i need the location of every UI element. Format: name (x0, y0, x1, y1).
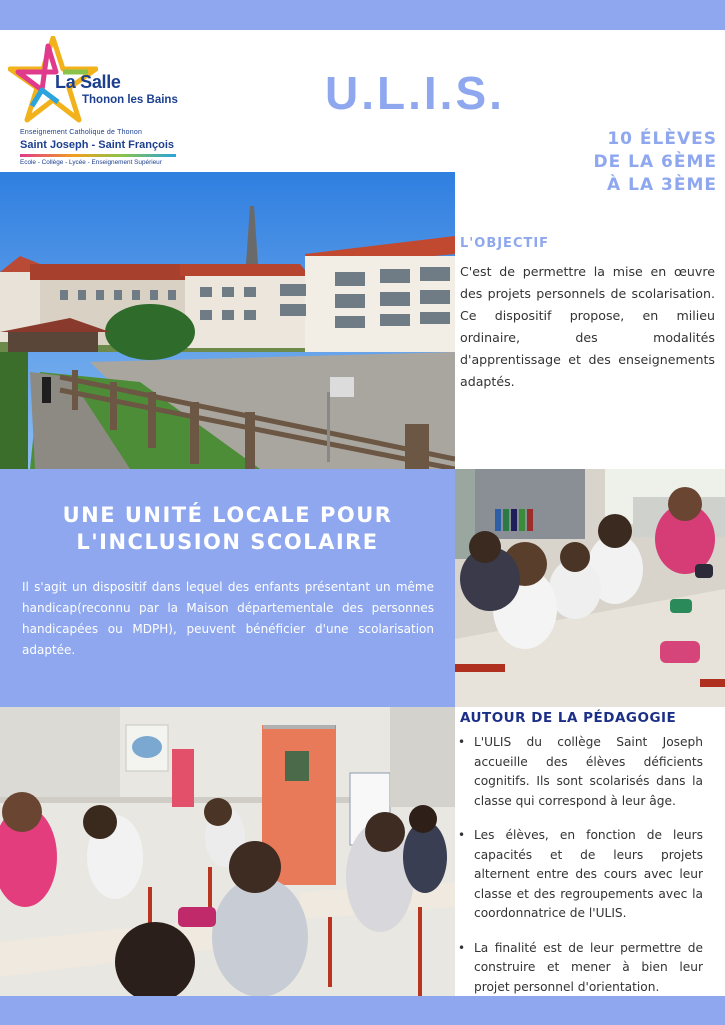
unite-heading-line: L'INCLUSION SCOLAIRE (76, 530, 379, 554)
unite-text: Il s'agit un dispositif dans lequel des enfants présentant un même handicap(reconnu par la Maison départementale des personnes handicapées ou MDPH), peuvent bénéficier d'une scolarisation adaptée. (22, 580, 434, 657)
list-item-text: L'ULIS du collège Saint Joseph accueille des élèves déficients cognitifs. Ils sont scolarisés dans la classe qui correspond à leur âge. (474, 735, 703, 808)
list-item-text: Les élèves, en fonction de leurs capacités et de leurs projets alternent entre des cours avec leur classe et des regroupements avec la coordonnatrice de l'ULIS. (474, 828, 703, 920)
school-logo (8, 36, 208, 171)
unite-heading (0, 502, 455, 556)
school-building-photo (0, 172, 455, 469)
logo-levels: Ecole - Collège - Lycée - Enseignement Supérieur (20, 159, 162, 166)
bullet-icon: • (458, 735, 466, 749)
pedagogie-heading: AUTOUR DE LA PÉDAGOGIE (460, 710, 677, 726)
eleves-line: DE LA 6ÈME (593, 152, 717, 172)
logo-brand: La Salle (55, 72, 121, 92)
logo-color-rule (20, 154, 176, 157)
classroom-photo-wide (0, 707, 455, 996)
unite-panel (0, 469, 455, 707)
eleves-line: À LA 3ÈME (607, 175, 717, 195)
eleves-info (593, 128, 717, 197)
logo-subtitle: Enseignement Catholique de Thonon (20, 129, 143, 136)
list-item-text: La finalité est de leur permettre de construire et mener à bien leur projet personnel d'orientation. (474, 940, 703, 994)
page-title: U.L.I.S. (325, 67, 505, 119)
unite-heading-line: UNE UNITÉ LOCALE POUR (62, 503, 393, 527)
objectif-heading: L'OBJECTIF (460, 236, 550, 251)
top-bar (0, 0, 725, 30)
classroom-photo-students (455, 469, 725, 707)
eleves-line: 10 ÉLÈVES (607, 129, 717, 149)
logo-school-names: Saint Joseph - Saint François (20, 139, 175, 151)
logo-city: Thonon les Bains (82, 94, 178, 106)
list-item (458, 733, 703, 811)
list-item (458, 826, 703, 924)
objectif-text: C'est de permettre la mise en œuvre des projets personnels de scolarisation. Ce dispositif propose, en milieu ordinaire, des modalités d'apprentissage et des enseignements adaptés. (460, 264, 715, 389)
bullet-icon: • (458, 940, 466, 955)
bottom-bar (0, 996, 725, 1025)
bullet-icon: • (458, 828, 466, 842)
list-item (458, 939, 703, 998)
pedagogie-list (458, 733, 703, 1012)
